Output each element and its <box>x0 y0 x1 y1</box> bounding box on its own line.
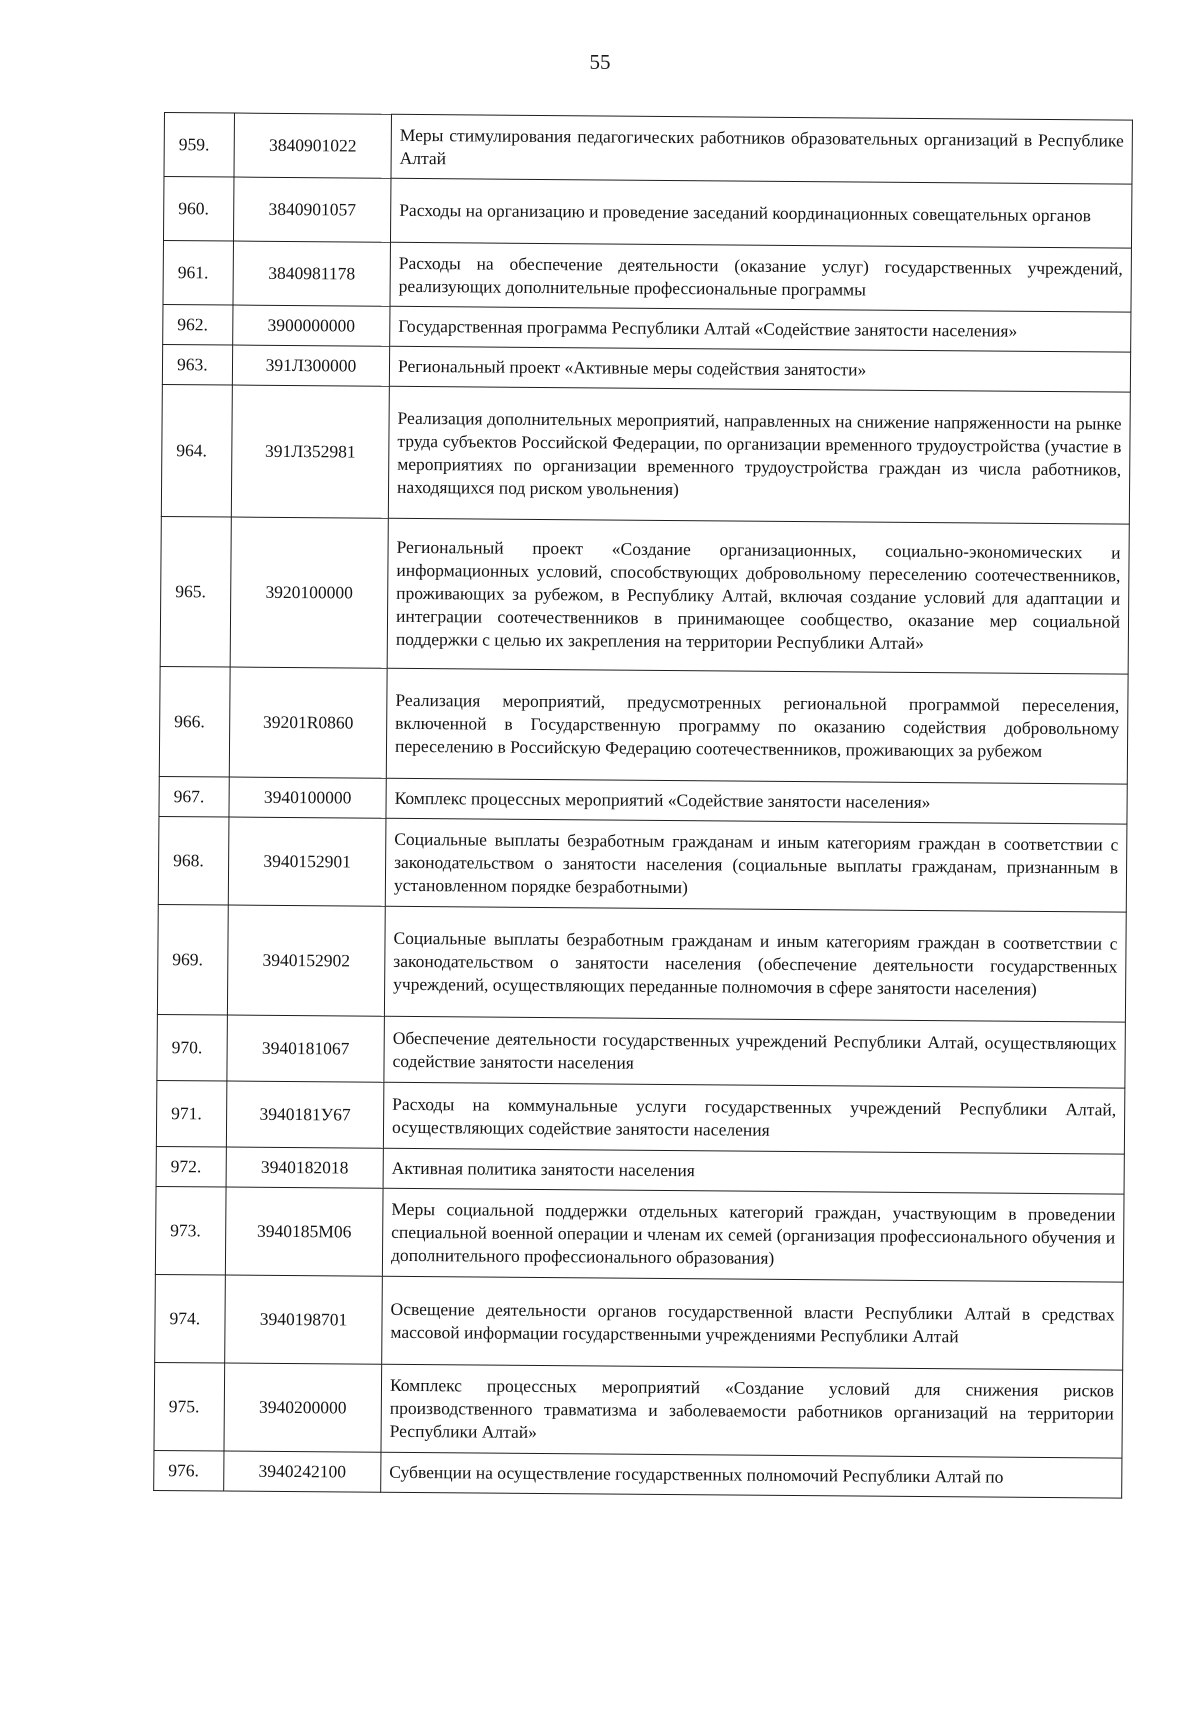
expense-name: Расходы на обеспечение деятельности (оказание услуг) государственных учреждений, реализующих дополнительные профессиональные программы <box>390 242 1131 312</box>
budget-code: 3940152901 <box>228 817 386 906</box>
expense-name: Государственная программа Республики Алтай «Содействие занятости населения» <box>390 306 1131 352</box>
budget-code: 3940185М06 <box>225 1187 383 1276</box>
row-number: 969. <box>157 904 228 1015</box>
row-number: 964. <box>161 384 232 517</box>
row-number: 970. <box>157 1014 228 1081</box>
row-number: 975. <box>154 1362 225 1451</box>
budget-code: 39201R0860 <box>229 667 387 778</box>
row-number: 966. <box>159 666 230 777</box>
expense-name: Расходы на организацию и проведение заседаний координационных совещательных органов <box>390 178 1131 248</box>
row-number: 962. <box>163 304 233 345</box>
row-number: 961. <box>163 240 234 305</box>
budget-code: 3940181У67 <box>226 1081 384 1148</box>
expense-name: Комплекс процессных мероприятий «Создание условий для снижения рисков производственного травматизма и заболеваемости работников организаций на территории Республики Алтай» <box>381 1364 1123 1458</box>
table-row <box>155 1186 1124 1282</box>
table-row <box>156 1080 1124 1154</box>
table-row <box>163 240 1131 312</box>
budget-code: 391Л352981 <box>231 385 389 518</box>
budget-code: 3900000000 <box>233 305 390 346</box>
table-row <box>161 384 1130 524</box>
page-number: 55 <box>589 50 611 74</box>
table-row <box>155 1274 1124 1370</box>
row-number: 963. <box>162 344 232 385</box>
table-row <box>160 516 1129 674</box>
budget-code: 3940100000 <box>229 777 386 818</box>
expense-name: Региональный проект «Активные меры содействия занятости» <box>389 346 1130 392</box>
expense-name: Освещение деятельности органов государственной власти Республики Алтай в средствах массовой информации государственными учреждениями Республики Алтай <box>382 1276 1124 1370</box>
expense-name: Меры социальной поддержки отдельных категорий граждан, участвующим в проведении специальной военной операции и членам их семей (организация профессионального обучения и дополнительного профессионального образования) <box>382 1188 1124 1282</box>
budget-code: 3840901057 <box>233 177 390 242</box>
budget-code: 391Л300000 <box>232 345 389 386</box>
expense-name: Расходы на коммунальные услуги государственных учреждений Республики Алтай, осуществляющих содействие занятости населения <box>383 1082 1124 1154</box>
expense-name: Реализация мероприятий, предусмотренных региональной программой переселения, включенной в Государственную программу по оказанию содействия добровольному переселению в Российскую Федерацию соотечественников, проживающих за рубежом <box>386 668 1128 784</box>
budget-codes-table <box>153 112 1133 1499</box>
row-number: 968. <box>158 816 229 905</box>
row-number: 960. <box>163 177 234 242</box>
expense-name: Региональный проект «Создание организационных, социально-экономических и информационных условий, способствующих добровольному переселению соотечественников, проживающих за рубежом, в Республику Алтай, включая создание условий для адаптации и интеграции соотечественников в принимающее сообщество, оказание мер социальной поддержки с целью их закрепления на территории Республики Алтай» <box>387 518 1129 674</box>
expense-name: Социальные выплаты безработным гражданам и иным категориям граждан в соответствии с законодательством о занятости населения (социальные выплаты гражданам, признанным в установленном порядке безработными) <box>385 818 1127 912</box>
table-row <box>164 113 1132 185</box>
budget-code: 3940181067 <box>227 1015 385 1082</box>
expense-name: Активная политика занятости населения <box>383 1148 1124 1194</box>
budget-code: 3840981178 <box>233 241 390 306</box>
expense-name: Социальные выплаты безработным гражданам и иным категориям граждан в соответствии с законодательством о занятости населения (обеспечение деятельности государственных учреждений, осуществляющих переданные полномочия в сфере занятости населения) <box>384 906 1126 1022</box>
budget-code: 3940152902 <box>227 905 385 1016</box>
row-number: 965. <box>160 516 231 667</box>
table-row <box>154 1362 1123 1458</box>
row-number: 976. <box>154 1450 224 1491</box>
expense-name: Субвенции на осуществление государственных полномочий Республики Алтай по <box>381 1452 1122 1498</box>
budget-code: 3840901022 <box>234 113 391 178</box>
budget-code: 3920100000 <box>230 517 388 668</box>
row-number: 959. <box>164 113 235 178</box>
table-row <box>157 1014 1125 1088</box>
budget-code: 3940182018 <box>226 1147 383 1188</box>
row-number: 971. <box>156 1080 227 1147</box>
table-row <box>157 904 1126 1022</box>
table-row <box>154 1450 1122 1498</box>
table-row <box>163 177 1131 249</box>
row-number: 972. <box>156 1146 226 1187</box>
table-row <box>158 816 1127 912</box>
row-number: 967. <box>159 776 229 817</box>
expense-name: Обеспечение деятельности государственных учреждений Республики Алтай, осуществляющих содействие занятости населения <box>384 1016 1125 1088</box>
budget-code: 3940200000 <box>224 1363 382 1452</box>
budget-code: 3940242100 <box>224 1451 381 1492</box>
budget-code: 3940198701 <box>225 1275 383 1364</box>
expense-name: Меры стимулирования педагогических работников образовательных организаций в Республике Алтай <box>391 114 1132 184</box>
row-number: 974. <box>155 1274 226 1363</box>
expense-name: Реализация дополнительных мероприятий, направленных на снижение напряженности на рынке труда субъектов Российской Федерации, по организации временного трудоустройства (участие в мероприятиях по организации временного трудоустройства граждан из числа работников, находящихся под риском увольнения) <box>388 386 1130 524</box>
row-number: 973. <box>155 1186 226 1275</box>
expense-name: Комплекс процессных мероприятий «Содействие занятости населения» <box>386 778 1127 824</box>
table-row <box>159 666 1128 784</box>
